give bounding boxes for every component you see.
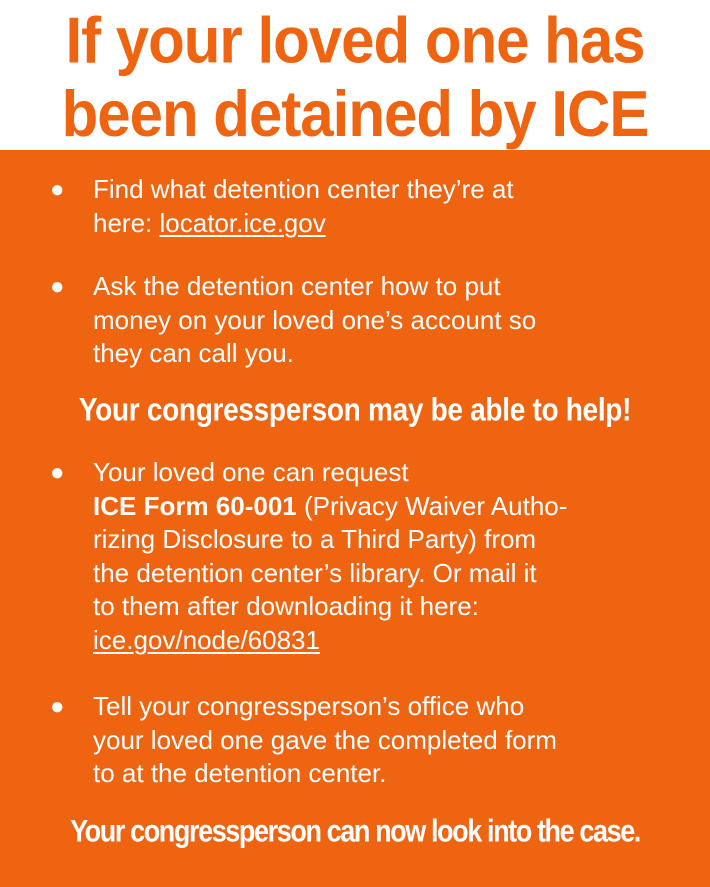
bullet-marker: ●: [50, 459, 65, 486]
bullet-marker: ●: [50, 693, 65, 720]
title-header: [0, 0, 710, 150]
bullet-marker: ●: [50, 273, 65, 300]
form-name: ICE Form 60-001: [93, 490, 297, 521]
callout-help: Your congressperson may be able to help!: [78, 391, 632, 428]
callout-case: Your congressperson can now look into the case.: [70, 813, 640, 849]
text-rest: (Privacy Waiver Autho-: [296, 490, 568, 521]
text-line: money on your loved one’s account so: [93, 304, 537, 335]
list-item-text: [93, 270, 673, 371]
text-line: [93, 490, 673, 524]
text-line: your loved one gave the completed form: [93, 724, 557, 755]
text-prefix: here:: [93, 207, 160, 238]
text-line: the detention center’s library. Or mail it: [93, 557, 537, 588]
text-line: [93, 207, 673, 241]
locator-link[interactable]: locator.ice.gov: [159, 207, 326, 238]
text-line: Ask the detention center how to put: [93, 271, 501, 301]
list-item-text: [93, 456, 673, 657]
text-line: to at the detention center.: [93, 758, 387, 788]
info-panel: [0, 150, 710, 887]
list-item-text: [93, 173, 673, 240]
form-download-link[interactable]: ice.gov/node/60831: [93, 624, 320, 655]
text-line: to them after downloading it here:: [93, 591, 479, 621]
text-line: Find what detention center they’re at: [93, 174, 514, 204]
bullet-marker: ●: [50, 176, 65, 203]
text-line: they can call you.: [93, 338, 294, 368]
title-line-1: If your loved one has: [65, 4, 645, 77]
title-line-2: been detained by ICE: [61, 77, 649, 150]
text-line: Your loved one can request: [93, 457, 409, 487]
page-title: [0, 4, 710, 151]
text-line: rizing Disclosure to a Third Party) from: [93, 524, 537, 554]
text-line: Tell your congressperson’s office who: [93, 691, 525, 721]
text-line: [93, 624, 673, 658]
list-item-text: [93, 690, 673, 791]
